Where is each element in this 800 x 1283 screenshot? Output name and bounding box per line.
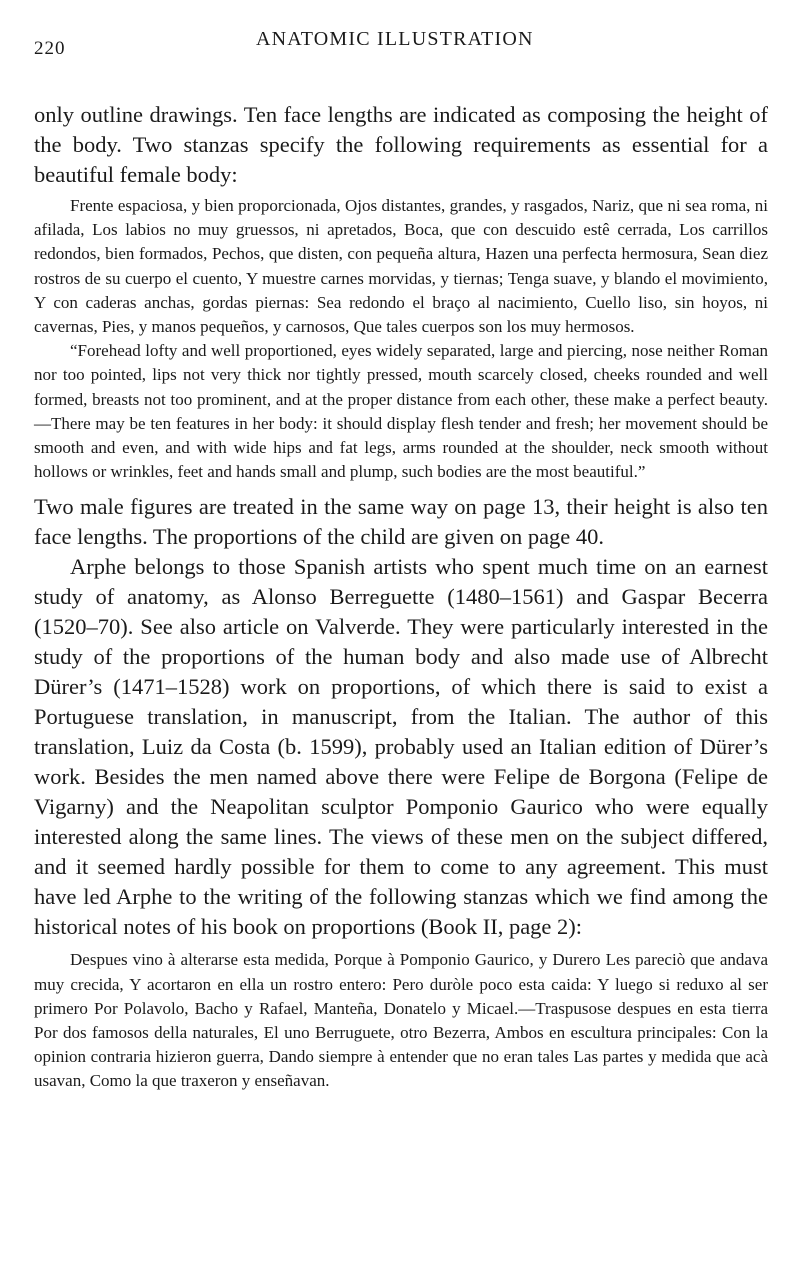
paragraph-male-figures: Two male figures are treated in the same way on page 13, their height is also ten face lengths. The proportions of the child are given on page 40. <box>34 494 768 550</box>
paragraph-intro: only outline drawings. Ten face lengths are indicated as composing the height of the body. Two stanzas specify the following requirements as essential for a beautiful female body: <box>34 102 768 187</box>
quote-block-proportions <box>34 948 768 1093</box>
page-header <box>34 24 768 60</box>
quote-english-translation: “Forehead lofty and well proportioned, eyes widely separated, large and piercing, nose neither Roman nor too pointed, lips not very thick nor tightly pressed, mouth scarcely closed, cheeks rounded and well formed, breasts not too prominent, and at the proper distance from each other, these make a perfect beauty.—There may be ten features in her body: it should display flesh tender and fresh; her movement should be smooth and even, and with wide hips and fat legs, arms rounded at the shoulder, neck smooth without hollows or wrinkles, feet and hands small and plump, such bodies are the most beautiful.” <box>34 341 768 482</box>
quote-spanish-proportions: Despues vino à alterarse esta medida, Porque à Pomponio Gaurico, y Durero Les pareciò que andava muy crecida, Y acortaron en ella un rostro entero: Pero duròle poco esta caida: Y luego si reduxo al ser primero Por Polavolo, Bacho y Rafael, Manteña, Donatelo y Micael.—Traspusose despues en esta tierra Por dos famosos della naturales, El uno Berruguete, otro Bezerra, Ambos en escultura principales: Con la opinion contraria hizieron guerra, Dando siempre à entender que no eran tales Las partes y medida que acà usavan, Como la que traxeron y enseñavan. <box>34 950 768 1091</box>
paragraph-arphe-artists: Arphe belongs to those Spanish artists who spent much time on an earnest study of anatomy, as Alonso Berreguette (1480–1561) and Gaspar Becerra (1520–70). See also article on Valverde. They were particularly interested in the study of the proportions of the human body and also made use of Albrecht Dürer’s (1471–1528) work on proportions, of which there is said to exist a Portuguese translation, in manuscript, from the Italian. The author of this translation, Luiz da Costa (b. 1599), probably used an Italian edition of Dürer’s work. Besides the men named above there were Felipe de Borgona (Felipe de Vigarny) and the Neapolitan sculptor Pomponio Gaurico who were equally interested along the same lines. The views of these men on the subject differed, and it seemed hardly possible for them to come to any agreement. This must have led Arphe to the writing of the following stanzas which we find among the historical notes of his book on proportions (Book II, page 2): <box>34 554 768 940</box>
page-number: 220 <box>34 38 66 59</box>
running-head: ANATOMIC ILLUSTRATION <box>256 28 534 50</box>
book-page <box>34 24 768 1094</box>
quote-spanish-female-body: Frente espaciosa, y bien proporcionada, Ojos distantes, grandes, y rasgados, Nariz, que ni sea roma, ni afilada, Los labios no muy gruessos, ni apretados, Boca, que con descuido estê cerrada, Los carrillos redondos, bien formados, Pechos, que disten, con pequeña altura, Hazen una perfecta hermosura, Sean diez rostros de su cuerpo el cuento, Y muestre carnes morvidas, y tiernas; Tenga suave, y blando el movimiento, Y con caderas anchas, gordas piernas: Sea redondo el braço al nacimiento, Cuello liso, sin hoyos, ni cavernas, Pies, y manos pequeños, y carnosos, Que tales cuerpos son los muy hermosos. <box>34 196 768 337</box>
quote-block-female-body <box>34 194 768 484</box>
